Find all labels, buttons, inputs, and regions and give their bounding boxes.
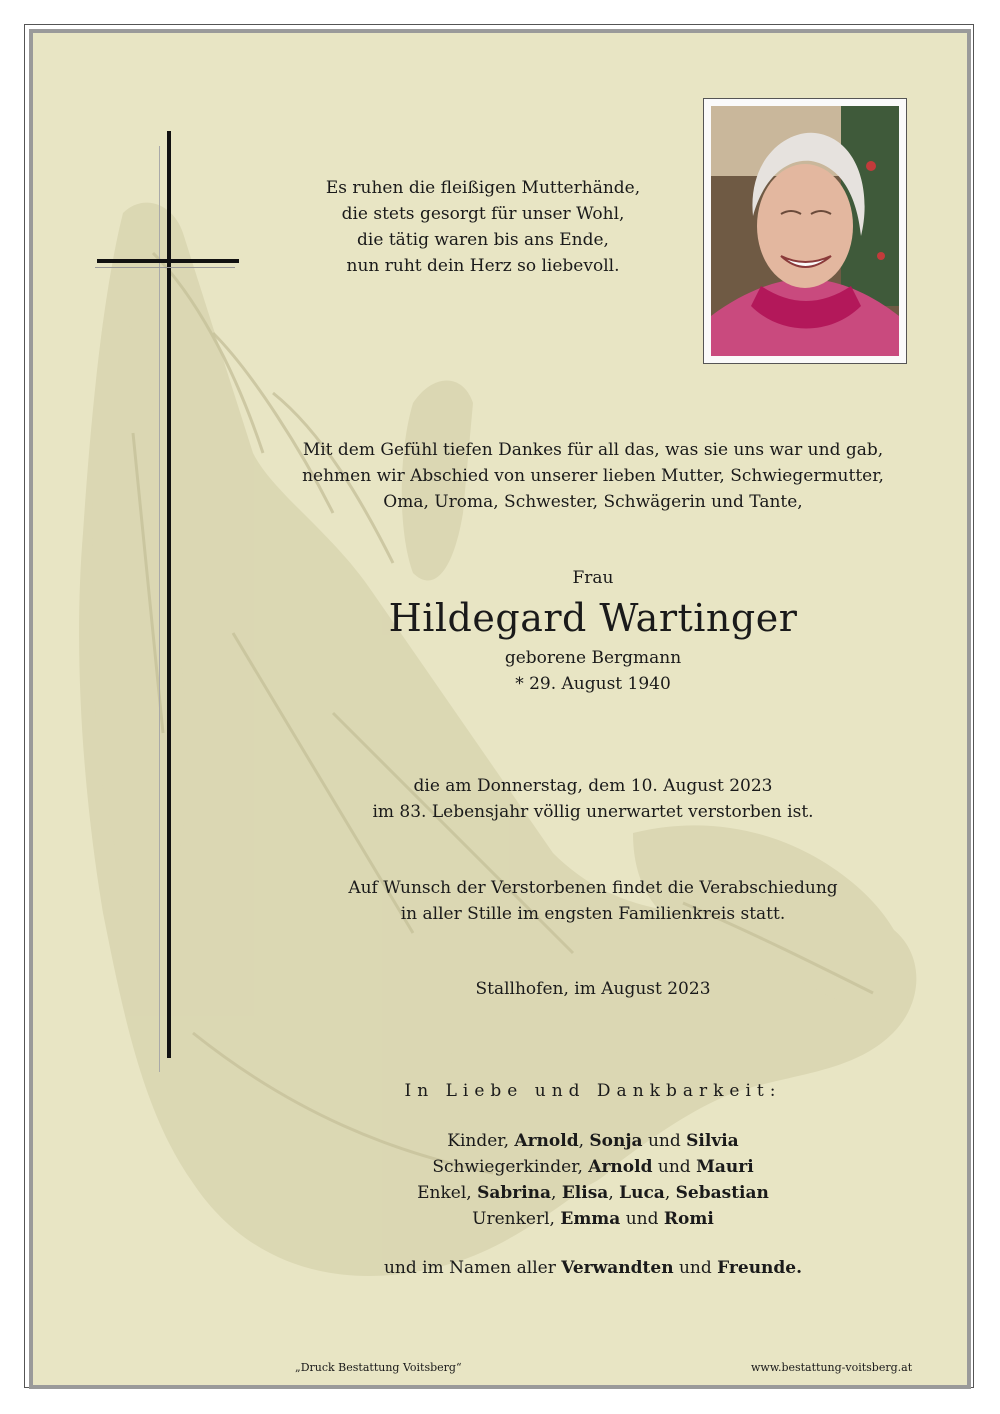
separator: , xyxy=(664,1183,676,1203)
family-member: Arnold xyxy=(514,1131,579,1151)
separator: , xyxy=(578,1131,590,1151)
family-label: Enkel, xyxy=(417,1183,478,1203)
separator: und xyxy=(652,1157,697,1177)
portrait-photo xyxy=(711,106,899,356)
closing-emphasis: Freunde. xyxy=(717,1258,803,1278)
family-label: Schwiegerkinder, xyxy=(432,1157,589,1177)
family-member: Romi xyxy=(663,1209,714,1229)
family-member: Elisa xyxy=(561,1183,609,1203)
family-member: Sonja xyxy=(589,1131,643,1151)
family-member: Sebastian xyxy=(675,1183,769,1203)
gratitude-heading: In Liebe und Dankbarkeit: xyxy=(404,1081,782,1101)
family-member: Luca xyxy=(619,1183,665,1203)
closing-emphasis: Verwandten xyxy=(561,1258,674,1278)
poem-line: Es ruhen die fleißigen Mutterhände, xyxy=(325,178,641,198)
website-link[interactable]: www.bestattung-voitsberg.at xyxy=(751,1361,913,1374)
deceased-title: Frau xyxy=(572,568,614,588)
memorial-poem xyxy=(273,175,693,279)
family-member: Silvia xyxy=(686,1131,739,1151)
poem-line: nun ruht dein Herz so liebevoll. xyxy=(346,256,620,276)
separator: , xyxy=(551,1183,562,1203)
farewell-line: in aller Stille im engsten Familienkreis statt. xyxy=(400,904,786,924)
death-notice xyxy=(333,773,853,825)
poem-line: die tätig waren bis ans Ende, xyxy=(357,230,609,250)
family-children xyxy=(333,1128,853,1154)
family-greatgrandchildren xyxy=(333,1206,853,1232)
separator: und xyxy=(642,1131,687,1151)
birth-date: * 29. August 1940 xyxy=(515,674,671,694)
family-member: Mauri xyxy=(696,1157,754,1177)
closing-line xyxy=(333,1255,853,1281)
poem-line: die stets gesorgt für unser Wohl, xyxy=(341,204,625,224)
family-label: Kinder, xyxy=(447,1131,515,1151)
family-grandchildren xyxy=(333,1180,853,1206)
maiden-name: geborene Bergmann xyxy=(504,648,682,668)
death-line: die am Donnerstag, dem 10. August 2023 xyxy=(413,776,773,796)
printer-credit: „Druck Bestattung Voitsberg“ xyxy=(295,1361,462,1374)
thanks-line: Mit dem Gefühl tiefen Dankes für all das, was sie uns war und gab, xyxy=(302,440,884,460)
family-member: Sabrina xyxy=(477,1183,552,1203)
family-list xyxy=(333,1128,853,1232)
death-line: im 83. Lebensjahr völlig unerwartet verstorben ist. xyxy=(372,802,814,822)
portrait-frame xyxy=(703,98,907,364)
family-member: Emma xyxy=(560,1209,621,1229)
cross-vertical-beam xyxy=(167,131,171,1058)
thanks-line: Oma, Uroma, Schwester, Schwägerin und Tante, xyxy=(383,492,803,512)
separator: und xyxy=(620,1209,664,1229)
family-inlaws xyxy=(333,1154,853,1180)
separator: und xyxy=(673,1258,718,1278)
farewell-notice xyxy=(313,875,873,927)
thanks-text xyxy=(293,437,893,515)
separator: , xyxy=(608,1183,620,1203)
obituary-paper xyxy=(29,29,971,1389)
cross-horizontal-beam xyxy=(97,259,239,263)
deceased-name: Hildegard Wartinger xyxy=(388,596,798,640)
farewell-line: Auf Wunsch der Verstorbenen findet die Verabschiedung xyxy=(348,878,838,898)
cross-shadow-vertical xyxy=(159,146,160,1072)
place-date: Stallhofen, im August 2023 xyxy=(475,979,711,999)
family-member: Arnold xyxy=(588,1157,653,1177)
family-label: Urenkerl, xyxy=(472,1209,561,1229)
cross-shadow-horizontal xyxy=(95,267,235,268)
birth-details xyxy=(433,645,753,697)
closing-text: und im Namen aller xyxy=(383,1258,562,1278)
thanks-line: nehmen wir Abschied von unserer lieben Mutter, Schwiegermutter, xyxy=(302,466,884,486)
